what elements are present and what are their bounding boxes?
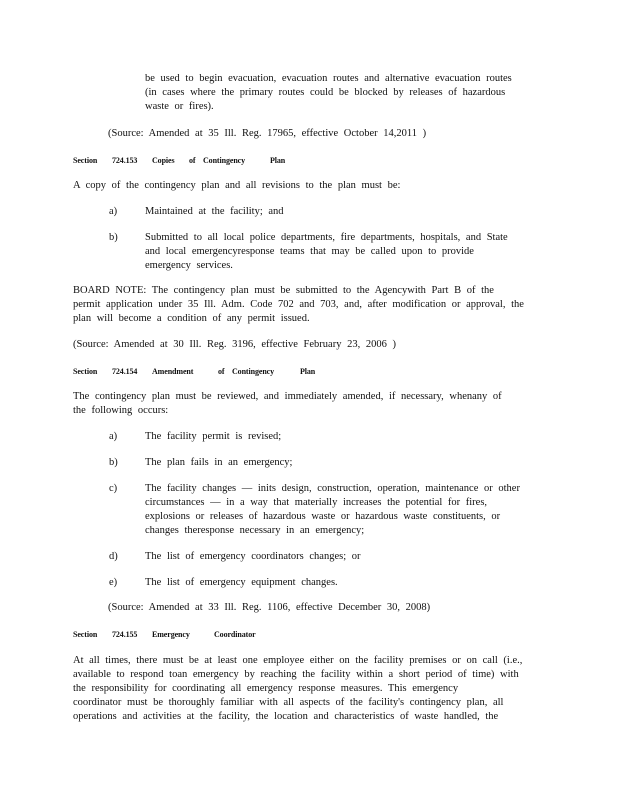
- list-item-text: The list of emergency equipment changes.: [145, 577, 338, 588]
- list-item-text: Maintained at the facility; and: [145, 206, 284, 217]
- section-title-word: Contingency: [232, 367, 275, 376]
- list-item-text: and local emergencyresponse teams that may be called upon to provide: [145, 246, 474, 257]
- board-note-line-3: plan will become a condition of any permit issued.: [73, 313, 310, 324]
- list-item-text: The facility permit is revised;: [145, 431, 282, 442]
- section-heading-155: [73, 630, 373, 640]
- section-title-word: of: [218, 367, 225, 376]
- source-note-3: (Source: Amended at 33 Ill. Reg. 1106, effective December 30, 2008): [108, 602, 431, 613]
- list-item-text: The plan fails in an emergency;: [145, 457, 293, 468]
- section-title-word: Plan: [300, 367, 316, 376]
- intro-line-1: be used to begin evacuation, evacuation routes and alternative evacuation routes: [145, 73, 512, 84]
- paragraph-155-line-2: available to respond toan emergency by reaching the facility within a short period of time) with: [73, 669, 519, 680]
- section-label: Section: [73, 630, 98, 639]
- intro-line-2: (in cases where the primary routes could be blocked by releases of hazardous: [145, 87, 506, 98]
- section-label: Section: [73, 367, 98, 376]
- paragraph-155-line-1: At all times, there must be at least one employee either on the facility premises or on call (i.e.,: [73, 655, 523, 666]
- section-title-word: Plan: [270, 156, 286, 165]
- list-item-text: explosions or releases of hazardous waste or hazardous waste constituents, or: [145, 511, 501, 522]
- section-title-word: of: [189, 156, 196, 165]
- list-marker-e: e): [109, 577, 118, 588]
- list-marker-b: b): [109, 457, 118, 468]
- section-title-word: Coordinator: [214, 630, 256, 639]
- list-item-text: circumstances — in a way that materially increases the potential for fires,: [145, 497, 488, 508]
- section-title-word: Contingency: [203, 156, 246, 165]
- section-heading-154: [73, 367, 373, 377]
- board-note-line-1: BOARD NOTE: The contingency plan must be submitted to the Agencywith Part B of the: [73, 285, 494, 296]
- section-title-word: Copies: [152, 156, 175, 165]
- list-marker-a: a): [109, 206, 118, 217]
- paragraph-154-line-2: the following occurs:: [73, 405, 169, 416]
- list-marker-b: b): [109, 232, 118, 243]
- list-item-text: Submitted to all local police departments, fire departments, hospitals, and State: [145, 232, 508, 243]
- paragraph-155-line-3: the responsibility for coordinating all emergency response measures. This emergency: [73, 683, 459, 694]
- section-label: Section: [73, 156, 98, 165]
- list-marker-c: c): [109, 483, 118, 494]
- section-title-word: Amendment: [152, 367, 194, 376]
- paragraph-155-line-4: coordinator must be thoroughly familiar with all aspects of the facility's contingency plan, all: [73, 697, 504, 708]
- section-number: 724.153: [112, 156, 138, 165]
- list-item-text: changes theresponse necessary in an emergency;: [145, 525, 365, 536]
- list-item-text: The facility changes — inits design, construction, operation, maintenance or other: [145, 483, 520, 494]
- board-note-line-2: permit application under 35 Ill. Adm. Code 702 and 703, and, after modification or approval, the: [73, 299, 524, 310]
- list-item-text: The list of emergency coordinators changes; or: [145, 551, 361, 562]
- section-heading-153: [73, 156, 373, 166]
- intro-line-3: waste or fires).: [145, 101, 214, 112]
- source-note-1: (Source: Amended at 35 Ill. Reg. 17965, effective October 14,2011 ): [108, 128, 427, 139]
- paragraph-155-line-5: operations and activities at the facility, the location and characteristics of waste handled, the: [73, 711, 499, 722]
- section-title-word: Emergency: [152, 630, 190, 639]
- list-marker-a: a): [109, 431, 118, 442]
- paragraph-153: A copy of the contingency plan and all revisions to the plan must be:: [73, 180, 401, 191]
- list-item-text: emergency services.: [145, 260, 233, 271]
- section-number: 724.154: [112, 367, 138, 376]
- list-marker-d: d): [109, 551, 118, 562]
- source-note-2: (Source: Amended at 30 Ill. Reg. 3196, effective February 23, 2006 ): [73, 339, 396, 350]
- paragraph-154-line-1: The contingency plan must be reviewed, and immediately amended, if necessary, whenany of: [73, 391, 502, 402]
- section-number: 724.155: [112, 630, 138, 639]
